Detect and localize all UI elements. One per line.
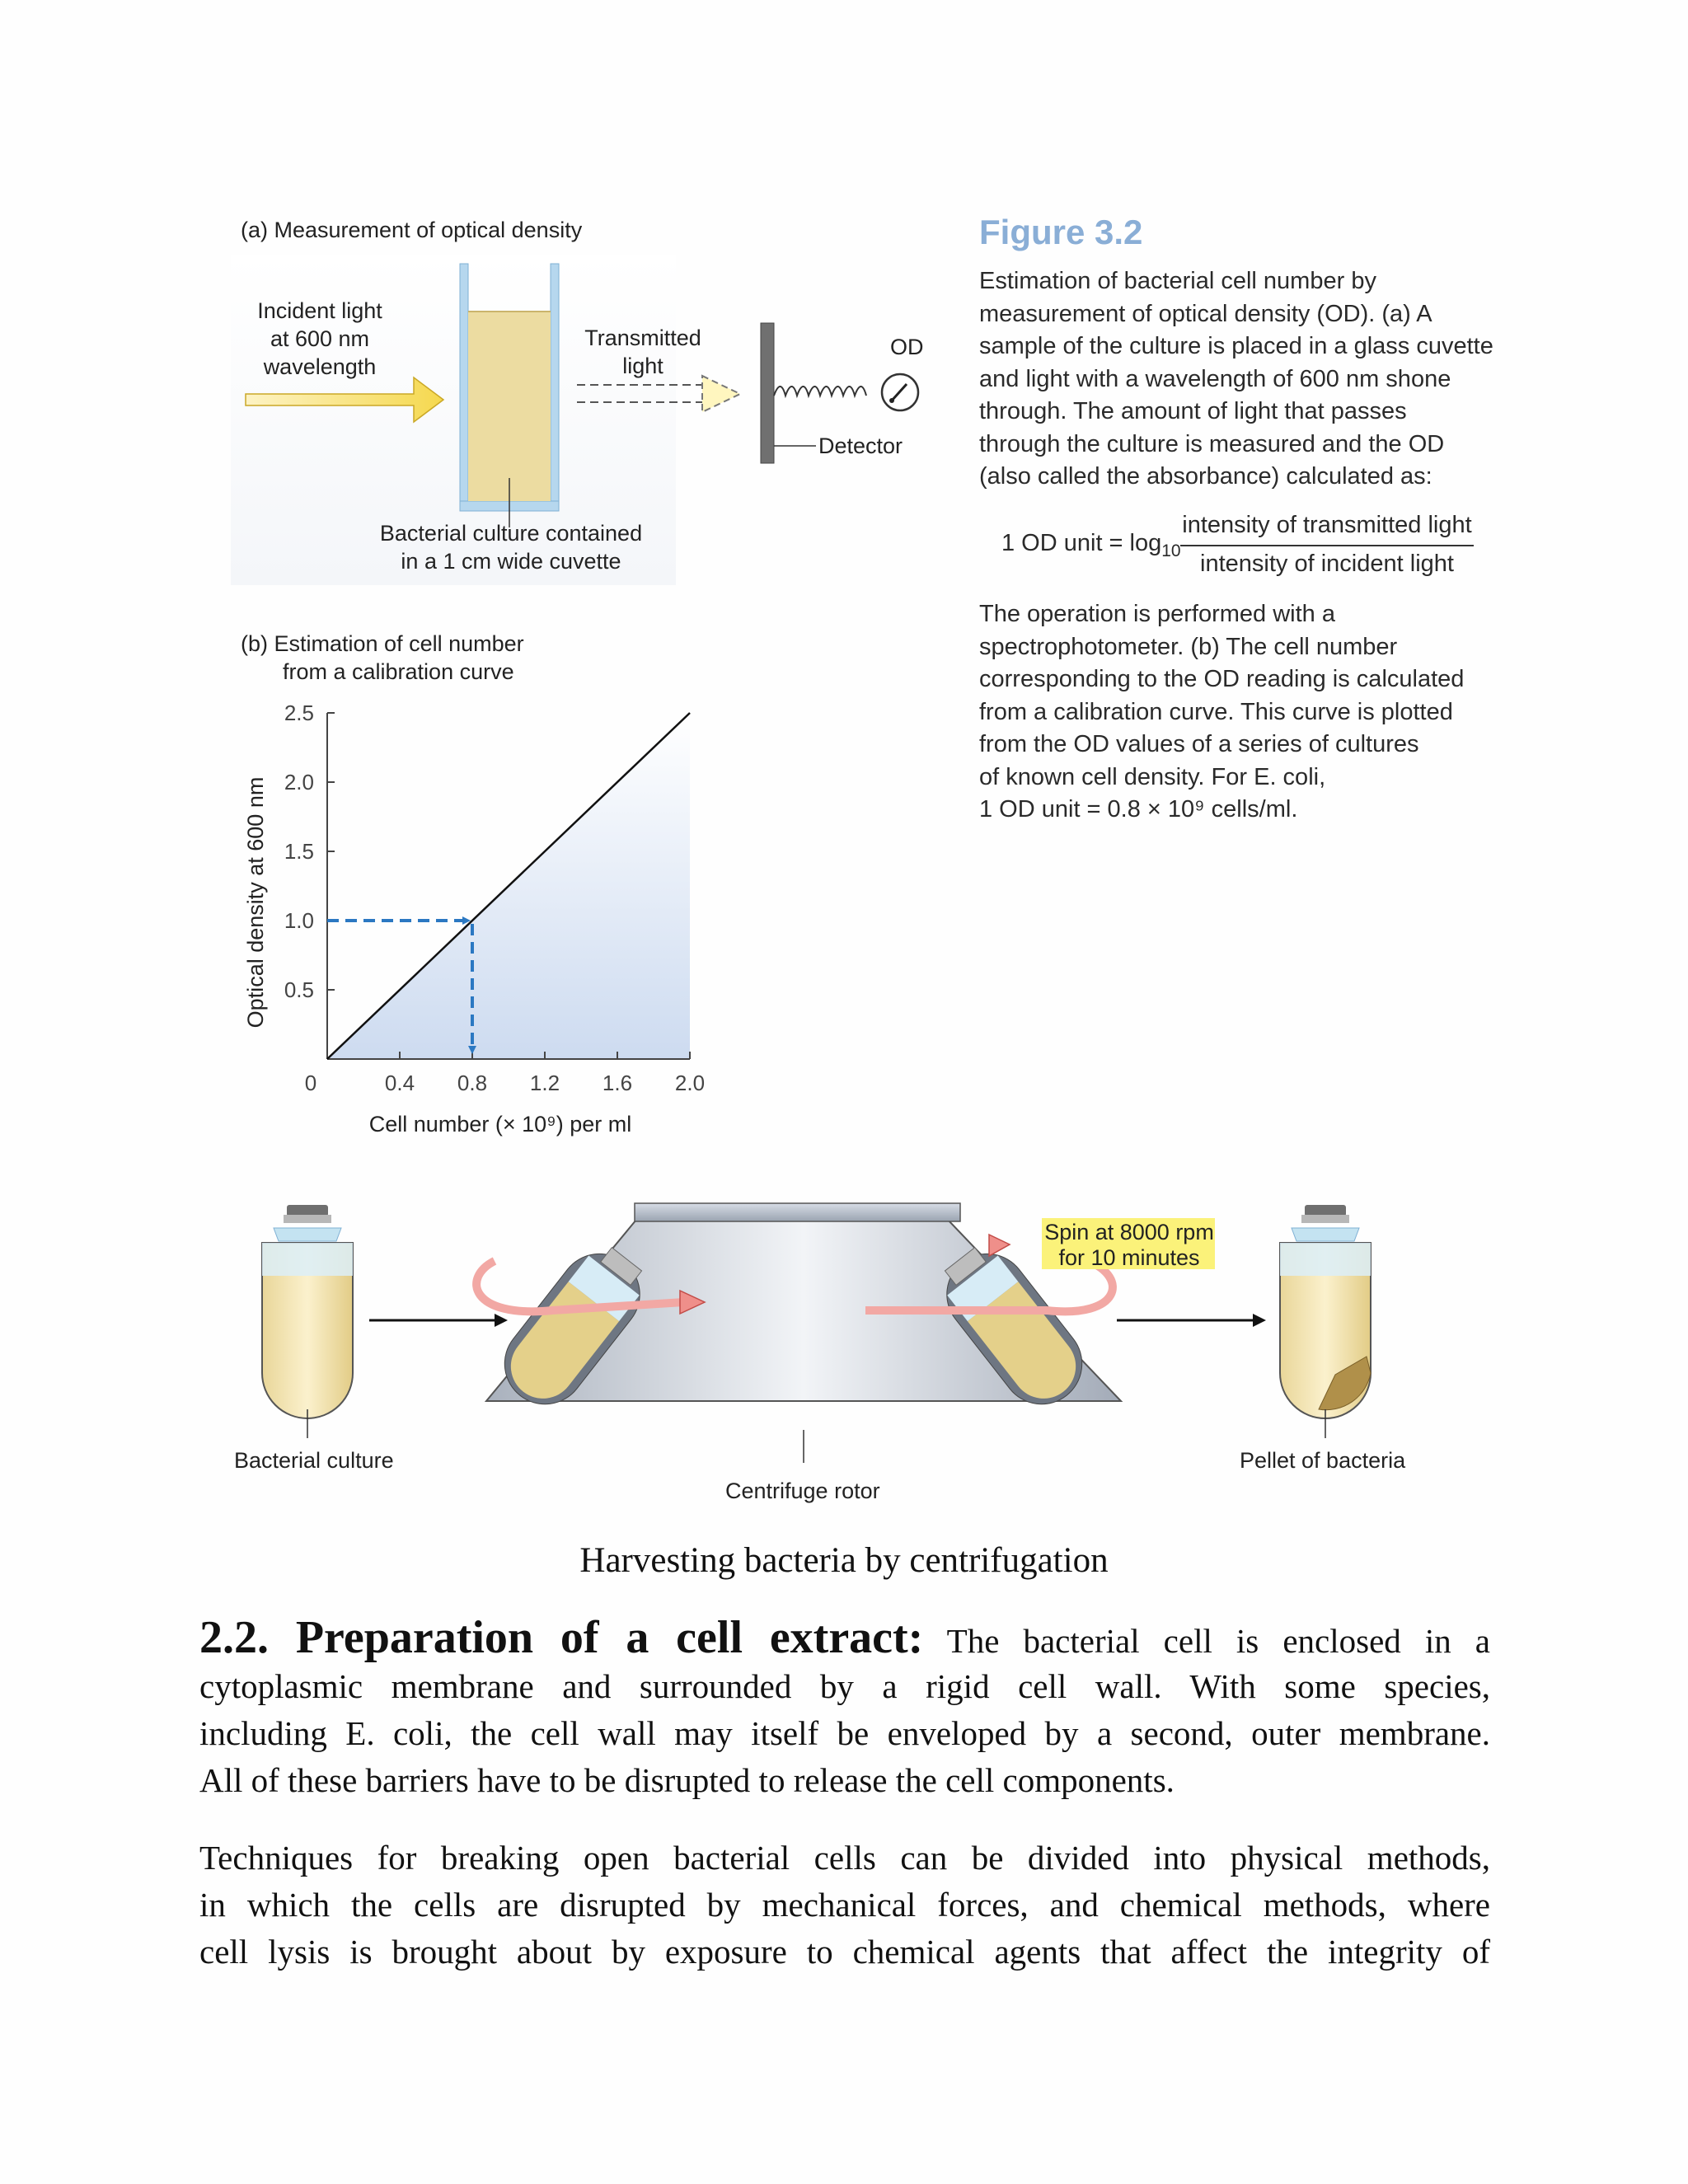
x-tick-label: 0.4 [384,1071,415,1095]
cuvette-caption-line-1: Bacterial culture contained [379,521,643,546]
caption-line: (also called the absorbance) calculated as: [979,463,1432,490]
detector-label: Detector [818,434,903,458]
y-tick-label: 2.5 [284,701,314,725]
paragraph-line: cytoplasmic membrane and surrounded by a rigid cell wall. With some species, [199,1667,1490,1705]
caption-line: measurement of optical density (OD). (a) A [979,300,1432,327]
centrifuge-rotor-label: Centrifuge rotor [725,1479,880,1503]
y-axis-label: Optical density at 600 nm [243,776,268,1029]
transmitted-light-label [577,324,709,380]
centrifuge-rotor [486,1203,1121,1463]
transmitted-light-line-2: light [622,354,663,378]
formula-numerator: intensity of transmitted light [1182,512,1472,538]
cuvette-caption-line-2: in a 1 cm wide cuvette [401,549,621,574]
detector-coil [774,387,866,396]
paragraph-line: Techniques for breaking open bacterial cells can be divided into physical methods, [199,1839,1490,1877]
caption-line: sample of the culture is placed in a glass cuvette [979,333,1493,359]
formula-subscript: 10 [1161,541,1181,560]
calibration-curve-chart [231,692,725,1137]
paragraph-line: All of these barriers have to be disrupted to release the cell components. [199,1761,1175,1799]
caption-line: from a calibration curve. This curve is plotted [979,698,1453,725]
cuvette-wall-right [551,264,559,509]
x-tick-label: 1.2 [529,1071,560,1095]
x-axis-label: Cell number (× 10⁹) per ml [368,1112,632,1137]
formula-fraction [1180,509,1474,580]
bacterial-culture-tube [262,1205,353,1438]
y-tick-label: 1.0 [284,908,314,933]
pellet-tube [1280,1205,1371,1438]
paragraph-line: in which the cells are disrupted by mechanical forces, and chemical methods, where [199,1886,1490,1924]
x-tick-label: 0 [304,1071,317,1095]
panel-a-title: (a) Measurement of optical density [241,218,583,242]
panel-b-title [241,630,524,686]
cuvette-caption [354,519,668,575]
od-formula [1001,527,1181,567]
y-tick-label: 2.0 [284,770,314,794]
caption-line: through. The amount of light that passes [979,398,1407,424]
caption-line: through the culture is measured and the OD [979,430,1445,457]
formula-lhs: 1 OD unit = log [1001,530,1162,556]
formula-denominator: intensity of incident light [1200,550,1454,577]
pellet-label: Pellet of bacteria [1240,1448,1406,1473]
caption-line: 1 OD unit = 0.8 × 10⁹ cells/ml. [979,796,1298,823]
caption-line: of known cell density. For E. coli, [979,763,1326,790]
paragraph-line: including E. coli, the cell wall may itself be enveloped by a second, outer membrane. [199,1714,1490,1752]
panel-b-title-line-2: from a calibration curve [283,659,514,684]
caption-line: Estimation of bacterial cell number by [979,268,1376,294]
cuvette-culture [468,312,551,501]
section-paragraph-2 [199,1835,1490,1975]
spin-label-line-1: Spin at 8000 rpm [1044,1220,1214,1244]
x-tick-label: 0.8 [457,1071,488,1095]
figure-caption-text-2 [979,598,1464,827]
y-tick-label: 0.5 [284,977,314,1002]
cuvette-wall-left [460,264,468,509]
paragraph-text: The bacterial cell is enclosed in a [946,1622,1490,1660]
caption-line: spectrophotometer. (b) The cell number [979,633,1398,660]
section-heading: 2.2. Preparation of a cell extract: [199,1612,924,1663]
incident-light-line-2: at 600 nm [270,326,370,351]
transmitted-light-line-1: Transmitted [584,326,701,350]
paragraph-line [199,1612,1490,1663]
detector-plate [761,323,774,463]
panel-b-title-line-1: (b) Estimation of cell number [241,631,524,656]
incident-light-label [244,297,396,381]
figure-title: Harvesting bacteria by centrifugation [579,1541,1109,1580]
incident-light-line-3: wavelength [263,354,377,379]
figure-label: Figure 3.2 [979,213,1143,251]
caption-line: The operation is performed with a [979,601,1335,627]
y-tick-label: 1.5 [284,839,314,864]
x-tick-label: 1.6 [602,1071,633,1095]
caption-line: from the OD values of a series of cultures [979,731,1419,757]
bacterial-culture-label: Bacterial culture [234,1448,394,1473]
caption-line: corresponding to the OD reading is calculated [979,666,1465,692]
spin-label [1043,1220,1215,1271]
incident-light-line-1: Incident light [257,298,382,323]
x-tick-label: 2.0 [674,1071,706,1095]
spin-label-line-2: for 10 minutes [1058,1245,1200,1270]
paragraph-line: cell lysis is brought about by exposure to chemical agents that affect the integrity of [199,1933,1490,1971]
section-paragraph-1 [199,1612,1490,1804]
figure-caption-text [979,265,1493,494]
fraction-bar [1180,545,1474,546]
caption-line: and light with a wavelength of 600 nm shone [979,365,1451,392]
od-label: OD [890,335,924,359]
